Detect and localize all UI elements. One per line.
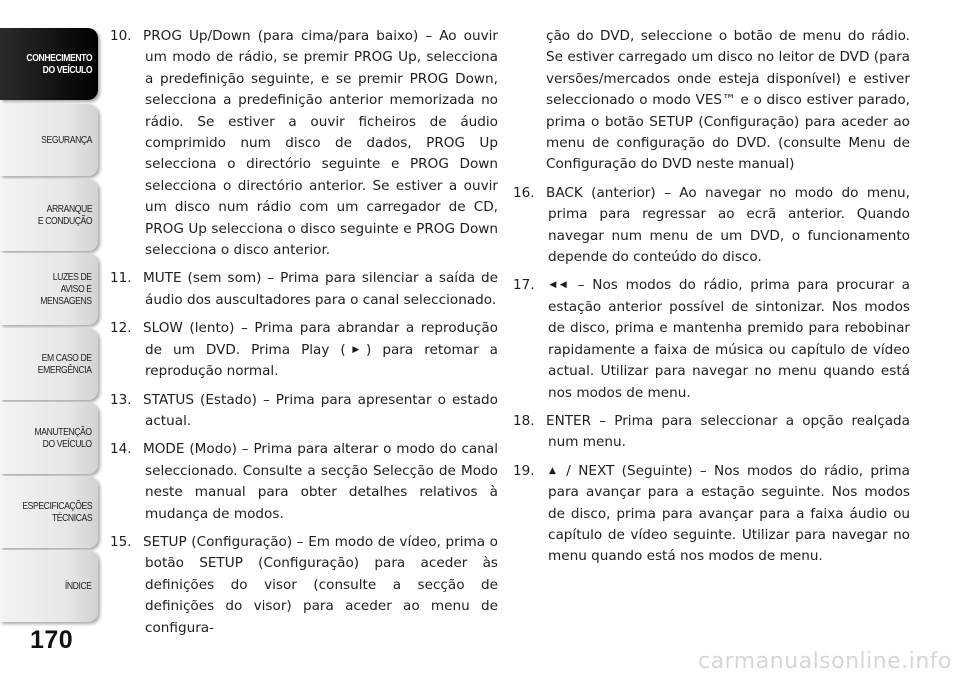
- item-text: SLOW (lento) – Prima para abrandar a reprodução de um DVD. Prima Play (: [143, 320, 498, 358]
- list-item: [110, 318, 498, 382]
- item-text: – Nos modos do rádio, prima para procurar a estação anterior possível de sintonizar. Nos modos de disco, prima e mantenha premido para rebobinar rapidamente a faixa de música ou capítulo de vídeo actual. Utilizar para navegar no menu quando está nos modos de menu.: [548, 277, 911, 401]
- item-number: 10.: [110, 28, 132, 44]
- list-item: [513, 183, 910, 269]
- item-number: 11.: [110, 270, 132, 287]
- tab-especificacoes-tecnicas[interactable]: [0, 476, 98, 548]
- list-item: [110, 26, 498, 261]
- tab-label: ARRANQUE E CONDUÇÃO: [37, 203, 92, 227]
- right-column: [513, 26, 910, 575]
- item-text: BACK (anterior) – Ao navegar no modo do menu, prima para regressar ao ecrã anterior. Quando navegar num menu de um DVD, o funcionamento depende do conteúdo do disco.: [546, 184, 910, 266]
- list-item: [110, 532, 498, 639]
- list-item: [110, 268, 498, 311]
- list-item: [110, 390, 498, 433]
- left-column: [110, 26, 498, 646]
- tab-label: ÍNDICE: [65, 580, 92, 592]
- list-item: [513, 275, 910, 403]
- item-number: 16.: [513, 184, 535, 201]
- item-text: STATUS (Estado) – Prima para apresentar o estado actual.: [143, 391, 498, 429]
- tab-indice[interactable]: [0, 550, 98, 622]
- item-text: ENTER – Prima para seleccionar a opção realçada num menu.: [546, 412, 910, 451]
- item-text: ) para retomar a reprodução normal.: [145, 341, 499, 380]
- item-text: PROG Up/Down (para cima/para baixo) – Ao ouvir um modo de rádio, se premir PROG Up, selecciona a predefinição seguinte, e se premir PROG Down, selecciona a predefinição anterior memorizada no rádio. Se estiver a ouvir ficheiros de áudio comprimido num disco de dados, PROG Up selecciona o directório seguinte e PROG Down selecciona o directório anterior. Se estiver a ouvir um disco num rádio com um carregador de CD, PROG Up selecciona o disco seguinte e PROG Down selecciona o disco anterior.: [143, 28, 498, 259]
- tab-conhecimento-do-veiculo[interactable]: [0, 28, 98, 100]
- list-item: [110, 439, 498, 525]
- item-number: 19.: [513, 462, 535, 479]
- item-number: 13.: [110, 391, 132, 408]
- tab-arranque-e-conducao[interactable]: [0, 179, 98, 251]
- item-continuation: ção do DVD, seleccione o botão de menu do rádio. Se estiver carregado um disco no leitor de DVD (para versões/mercados onde esteja disponível) e estiver seleccionado o modo VES™ e o disco estiver parado, prima o botão SETUP (Configuração) para aceder ao menu de configuração do DVD. (consulte Menu de Configuração do DVD neste manual): [546, 28, 910, 173]
- item-text: MUTE (sem som) – Prima para silenciar a saída de áudio dos auscultadores para o canal seleccionado.: [143, 270, 498, 308]
- item-text: MODE (Modo) – Prima para alterar o modo do canal seleccionado. Consulte a secção Selecção de Modo neste manual para obter detalhes relativos à mudança de modos.: [143, 441, 498, 522]
- list-item: [513, 461, 910, 568]
- item-number: 18.: [513, 412, 535, 429]
- rewind-icon: ◀◀: [546, 280, 571, 291]
- tab-manutencao-do-veiculo[interactable]: [0, 402, 98, 474]
- item-text: SETUP (Configuração) – Em modo de vídeo, prima o botão SETUP (Configuração) para aceder às definições do visor (consulte a secção de definições do visor) para aceder ao menu de configura-: [143, 533, 498, 636]
- list-item: [513, 411, 910, 454]
- tab-luzes-de-aviso[interactable]: [0, 253, 98, 325]
- item-number: 14.: [110, 441, 132, 458]
- tab-label: SEGURANÇA: [41, 134, 92, 146]
- tab-label: LUZES DE AVISO E MENSAGENS: [40, 271, 92, 307]
- tab-label: EM CASO DE EMERGÊNCIA: [38, 352, 92, 376]
- tab-label: MANUTENÇÃO DO VEÍCULO: [34, 426, 92, 450]
- play-icon: ▶: [345, 344, 367, 355]
- item-text: / NEXT (Seguinte) – Nos modos do rádio, prima para avançar para a estação seguinte. Nos modos de disco, prima para avançar para a faixa áudio ou capítulo de vídeo seguinte. Utilizar para navegar no menu quando está nos modos de menu.: [548, 462, 911, 565]
- tab-label: ESPECIFICAÇÕES TÉCNICAS: [22, 500, 92, 524]
- page-number: 170: [30, 626, 74, 654]
- up-arrow-icon: ▲: [546, 465, 559, 476]
- tab-seguranca[interactable]: [0, 104, 98, 176]
- item-number: 17.: [513, 277, 535, 294]
- tab-label: CONHECIMENTO DO VEÍCULO: [26, 52, 92, 76]
- tab-em-caso-de-emergencia[interactable]: [0, 328, 98, 400]
- item-number: 15.: [110, 533, 132, 550]
- watermark: carmanualsonline.info: [698, 649, 952, 674]
- item-number: 12.: [110, 320, 132, 337]
